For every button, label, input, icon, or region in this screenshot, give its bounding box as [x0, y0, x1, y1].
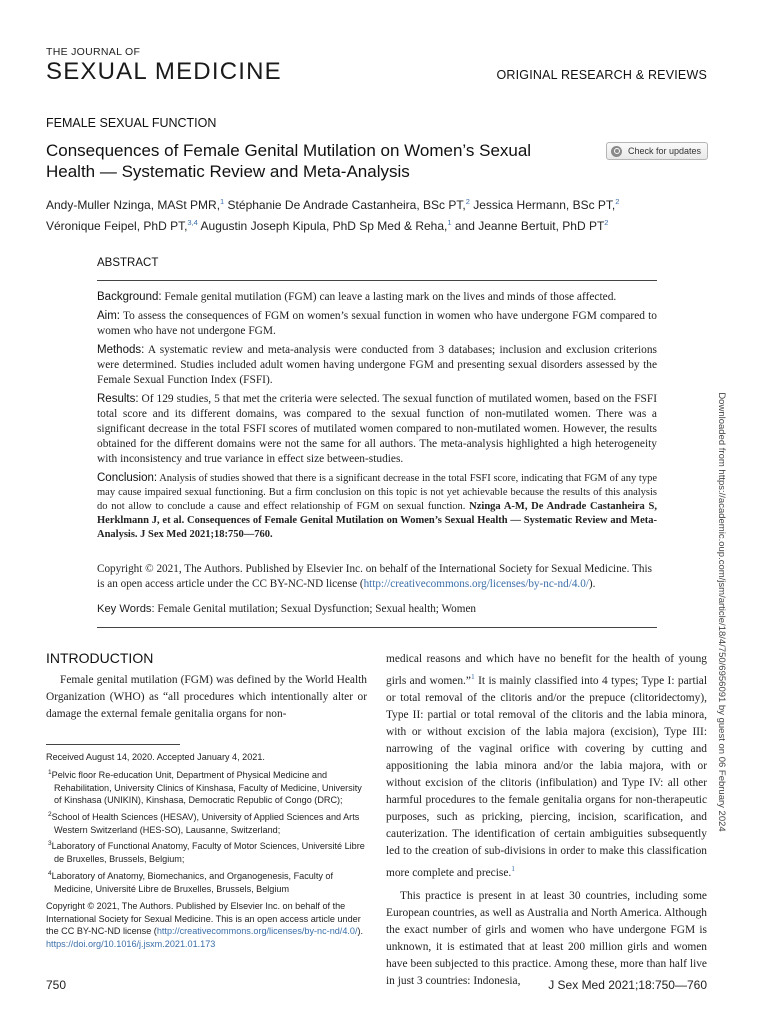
copyright-end: ).	[357, 926, 364, 936]
license-link[interactable]: http://creativecommons.org/licenses/by-nc-nd/4.0/	[156, 926, 358, 936]
results-text: Of 129 studies, 5 that met the criteria were selected. The sexual function of mutilated women, based on the FSFI total score and its different domains, was compared to the sexual function of non-mutilated women. There was a significant decrease in the total FSFI scores of mutilated women compared to non-mutilated women. However, the results obtained for the different domains were not the same for all authors. The meta-analysis highlighted a high heterogeneity with inconsistency and true variance in effect size between-studies.	[97, 393, 657, 465]
license-link[interactable]: http://creativecommons.org/licenses/by-nc-nd/4.0/	[363, 578, 589, 590]
aim-label: Aim:	[97, 310, 120, 322]
affiliation-text: Pelvic floor Re-education Unit, Department of Physical Medicine and Rehabilitation, University Clinics of Kinshasa, Faculty of Medicine, University of Kinshasa (UNIKIN), Kinshasa, Democratic Republic of Congo (DRC);	[51, 770, 362, 806]
author-affiliation-link[interactable]: 2	[604, 218, 609, 227]
affiliation-text: School of Health Sciences (HESAV), University of Applied Sciences and Arts Western Switzerland (HES-SO), Lausanne, Switzerland;	[51, 812, 360, 835]
affiliation-3	[46, 838, 367, 865]
author-name: and Jeanne Bertuit, PhD PT	[451, 219, 605, 233]
keywords-text: Female Genital mutilation; Sexual Dysfunction; Sexual health; Women	[154, 603, 477, 615]
abstract-results	[97, 392, 657, 467]
author-name: Jessica Hermann, BSc PT,	[469, 198, 616, 212]
conclusion-label: Conclusion:	[97, 472, 158, 484]
left-column	[46, 672, 367, 723]
affiliation-number: 4	[48, 870, 52, 877]
conclusion-text: Analysis of studies showed that there is a significant decrease in the total FSFI score, indicating that FGM of any type may cause impaired sexual functioning. But a firm conclusion on this topic is not yet achievable because the results of this analysis do not allow to conclude a cause and effect relationship of FGM on sexual function.	[97, 473, 657, 512]
footer-citation: J Sex Med 2021;18:750—760	[548, 978, 707, 992]
methods-text: A systematic review and meta-analysis were conducted from 3 databases; inclusion and exclusion criterions were determined. Studies included adult women having undergone FGM and presenting sexual disorders assessed by the Female Sexual Function Index (FSFI).	[97, 344, 657, 386]
footnote-rule	[46, 744, 180, 745]
aim-text: To assess the consequences of FGM on women’s sexual function in women who have undergone FGM compared to women who have not undergone FGM.	[97, 310, 657, 337]
author-name: Andy-Muller Nzinga, MASt PMR,	[46, 198, 221, 212]
author-name: Véronique Feipel, PhD PT,	[46, 219, 188, 233]
copyright-text: Copyright © 2021, The Authors. Published by Elsevier Inc. on behalf of the International Society for Sexual Medicine. This is an open access article under the CC BY-NC-ND license (	[46, 901, 361, 936]
affiliation-number: 2	[48, 811, 52, 818]
results-label: Results:	[97, 393, 139, 405]
journal-large-title: SEXUAL MEDICINE	[46, 58, 282, 85]
affiliation-2	[46, 809, 367, 836]
author-line-2	[46, 214, 646, 235]
page-number: 750	[46, 978, 67, 992]
author-line-1	[46, 193, 646, 214]
keywords	[97, 603, 657, 615]
check-for-updates-label: Check for updates	[628, 146, 702, 156]
affiliation-4	[46, 868, 367, 895]
paragraph-text: medical reasons and which have no benefit for the health of young girls and women.”	[386, 653, 707, 687]
background-label: Background:	[97, 291, 162, 303]
abstract-heading: ABSTRACT	[97, 257, 159, 269]
right-column	[386, 651, 707, 990]
article-title: Consequences of Female Genital Mutilation on Women’s Sexual Health — Systematic Review and Meta-Analysis	[46, 141, 532, 181]
affiliation-1	[46, 767, 367, 807]
affiliation-text: Laboratory of Functional Anatomy, Faculty of Motor Sciences, Université Libre de Bruxelles, Brussels, Belgium;	[51, 841, 365, 864]
affiliation-number: 1	[48, 769, 52, 776]
intro-paragraph-2: This practice is present in at least 30 countries, including some European countries, as well as Australia and North America. Although the exact number of girls and women who have undergone FGM is unknown, it is estimated that at least 200 million girls and women have been subjected to this practice. Among these, more than half live in just 3 countries: Indonesia,	[386, 889, 707, 987]
doi-link[interactable]: https://doi.org/10.1016/j.jsxm.2021.01.173	[46, 938, 216, 949]
author-affiliation-link[interactable]: 2	[465, 197, 470, 206]
article-category: FEMALE SEXUAL FUNCTION	[46, 116, 217, 130]
author-affiliation-link[interactable]: 1	[447, 218, 452, 227]
abstract-top-rule	[97, 280, 657, 281]
abstract-bottom-rule	[97, 627, 657, 628]
download-watermark: Downloaded from https://academic.oup.com/jsm/article/18/4/750/6956091 by guest on 06 February 2024	[716, 392, 727, 832]
author-affiliation-link[interactable]: 1	[220, 197, 225, 206]
intro-paragraph-continued	[386, 651, 707, 882]
author-list	[46, 193, 646, 235]
footnote-copyright	[46, 900, 367, 950]
citation-text: Nzinga A-M, De Andrade Castanheira S, Herklmann J, et al. Consequences of Female Genital Mutilation on Women’s Sexual Health — Systematic Review and Meta-Analysis. J Sex Med 2021;18:750—760.	[97, 501, 658, 540]
reference-link[interactable]: 1	[470, 672, 475, 681]
copyright-end: ).	[588, 578, 596, 590]
paragraph-text: It is mainly classified into 4 types; Type I: partial or total removal of the clitoris and/or the prepuce (clitoridectomy), Type II: partial or total removal of the clitoris and the labia minora, with or without excision of the labia majora (excision), Type III: narrowing of the vaginal orifice with covering by cutting and appositioning the labia minora and/or the labia majora, with or without excision of the clitoris (infibulation) and Type IV: all other harmful procedures to the female genitalia organs for non-therapeutic purposes, such as pricking, piercing, incision, scarification, and cauterization. The identification of certain ambiguities subsequently led to the creation of sub-divisions in order to make this classification more complete and precise.	[386, 674, 707, 879]
check-for-updates-button[interactable]	[606, 142, 708, 160]
affiliation-text: Laboratory of Anatomy, Biomechanics, and Organogenesis, Faculty of Medicine, Université Libre de Bruxelles, Brussels, Belgium	[51, 871, 334, 894]
abstract-methods	[97, 343, 657, 388]
reference-link[interactable]: 1	[511, 863, 515, 873]
affiliation-number: 3	[48, 840, 52, 847]
abstract-aim	[97, 309, 657, 339]
abstract-background	[97, 290, 657, 305]
author-affiliation-link[interactable]: 2	[615, 197, 620, 206]
journal-small-title: THE JOURNAL OF	[46, 46, 141, 58]
section-type: ORIGINAL RESEARCH & REVIEWS	[496, 68, 707, 82]
abstract-body	[97, 290, 657, 546]
copyright-text: Copyright © 2021, The Authors. Published by Elsevier Inc. on behalf of the International Society for Sexual Medicine. This is an open access article under the CC BY-NC-ND license (	[97, 563, 652, 590]
background-text: Female genital mutilation (FGM) can leave a lasting mark on the lives and minds of those affected.	[161, 291, 617, 303]
intro-paragraph: Female genital mutilation (FGM) was defined by the World Health Organization (WHO) as “all procedures which intentionally alter or damage the external female genitalia organs for non-	[46, 674, 367, 720]
author-name: Augustin Joseph Kipula, PhD Sp Med & Reha,	[197, 219, 448, 233]
author-name: Stéphanie De Andrade Castanheira, BSc PT,	[224, 198, 466, 212]
abstract-copyright	[97, 562, 657, 592]
received-date: Received August 14, 2020. Accepted January 4, 2021.	[46, 752, 265, 762]
keywords-label: Key Words:	[97, 603, 155, 615]
update-icon	[611, 146, 622, 157]
methods-label: Methods:	[97, 344, 145, 356]
introduction-heading: INTRODUCTION	[46, 650, 154, 666]
abstract-conclusion	[97, 471, 657, 542]
author-affiliation-link[interactable]: 3,4	[187, 218, 198, 227]
